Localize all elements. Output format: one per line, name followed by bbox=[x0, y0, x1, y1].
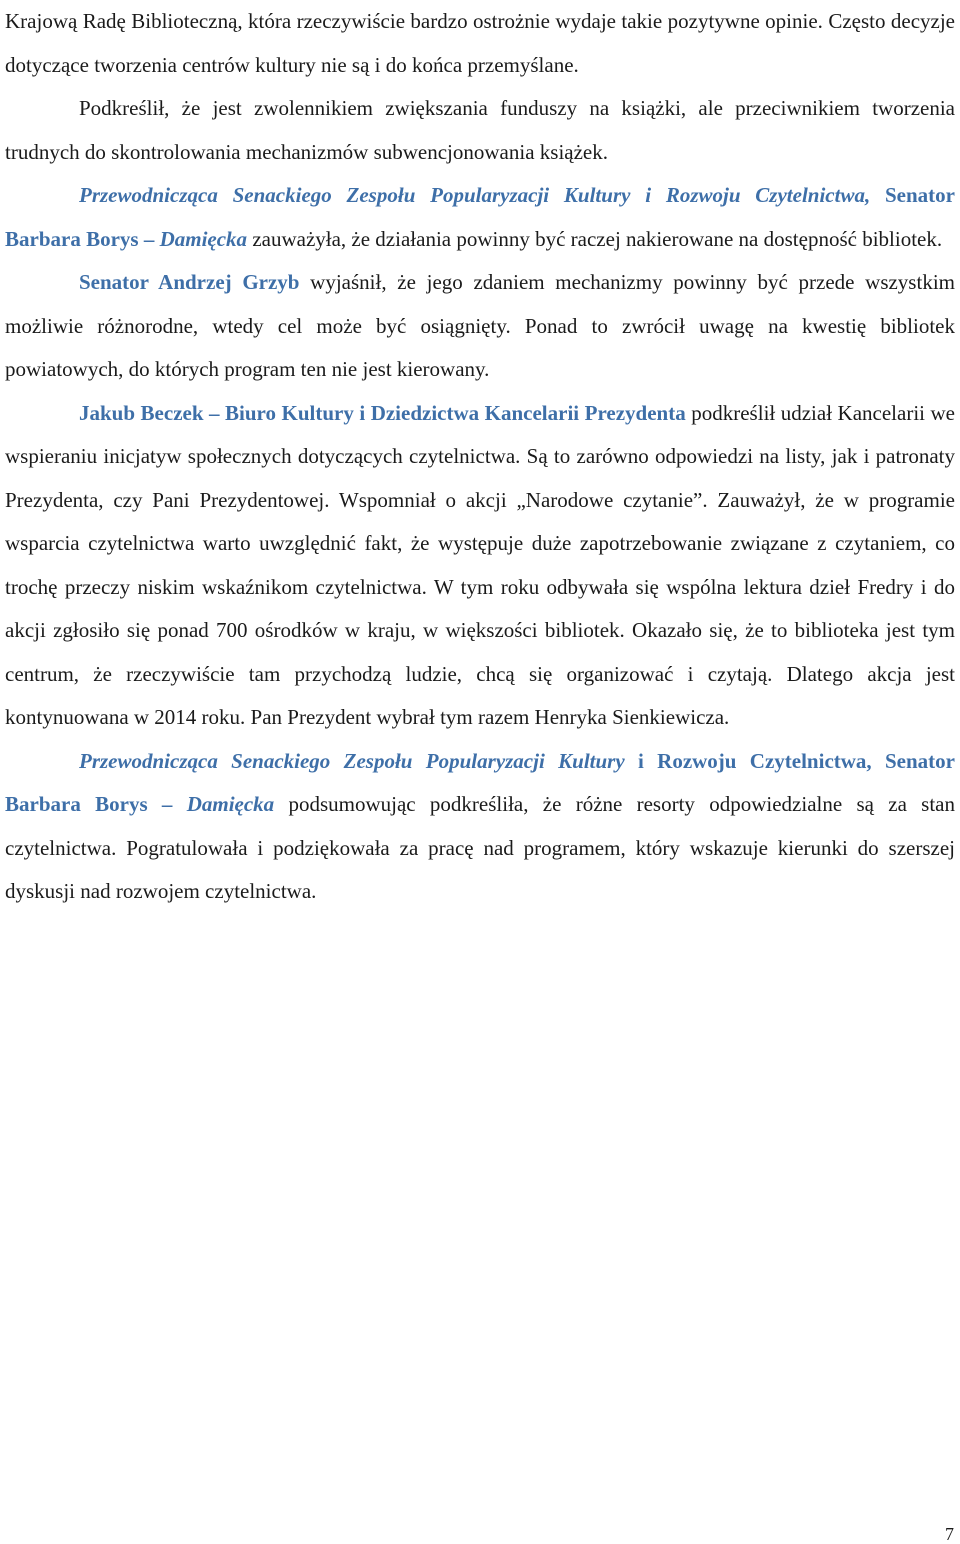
paragraph-4 bbox=[5, 261, 955, 392]
speaker-name: Senator Barbara Borys – bbox=[5, 183, 955, 251]
paragraph-6 bbox=[5, 740, 955, 914]
speaker-title: Przewodnicząca Senackiego Zespołu Popularyzacji Kultury i Rozwoju Czytelnictwa, bbox=[79, 183, 871, 207]
paragraph-5 bbox=[5, 392, 955, 740]
speaker-title: Przewodnicząca Senackiego Zespołu Popularyzacji Kultury bbox=[79, 748, 625, 773]
paragraph-1 bbox=[5, 0, 955, 87]
speaker-name: Jakub Beczek – Biuro Kultury i Dziedzictwa Kancelarii Prezydenta bbox=[79, 400, 686, 425]
paragraph-6-text: podsumowując podkreśliła, że różne resorty odpowiedzialne są za stan czytelnictwa. Pogratulowała i podziękowała za pracę nad programem, który wskazuje kierunki do szerszej dyskusji nad rozwojem czytelnictwa. bbox=[5, 792, 956, 903]
paragraph-2 bbox=[5, 87, 955, 174]
speaker-name-suffix: Damięcka bbox=[159, 226, 248, 251]
speaker-name: Senator Andrzej Grzyb bbox=[79, 270, 300, 294]
paragraph-3-text: zauważyła, że działania powinny być raczej nakierowane na dostępność bibliotek. bbox=[247, 226, 943, 251]
speaker-name: i Rozwoju Czytelnictwa, Senator Barbara Borys – bbox=[5, 748, 955, 816]
paragraph-2-text: Podkreślił, że jest zwolennikiem zwiększania funduszy na książki, ale przeciwnikiem tworzenia trudnych do skontrolowania mechanizmów subwencjonowania książek. bbox=[5, 96, 955, 164]
paragraph-1-text: Krajową Radę Biblioteczną, która rzeczywiście bardzo ostrożnie wydaje takie pozytywne opinie. Często decyzje dotyczące tworzenia centrów kultury nie są i do końca przemyślane. bbox=[5, 9, 955, 77]
document-page bbox=[5, 0, 955, 914]
paragraph-5-text: podkreślił udział Kancelarii we wspieraniu inicjatyw społecznych dotyczących czytelnictwa. Są to zarówno odpowiedzi na listy, jak i patronaty Prezydenta, czy Pani Prezydentowej. Wspomniał o akcji „Narodowe czytanie”. Zauważył, że w programie wsparcia czytelnictwa warto uwzględnić fakt, że występuje duże zapotrzebowanie związane z czytaniem, co trochę przeczy niskim wskaźnikom czytelnictwa. W tym roku odbywała się wspólna lektura dzieł Fredry i do akcji zgłosiło się ponad 700 ośrodków w kraju, w większości bibliotek. Okazało się, że to biblioteka jest tym centrum, że rzeczywiście tam przychodzą ludzie, chcą się organizować i czytają. Dlatego akcja jest kontynuowana w 2014 roku. Pan Prezydent wybrał tym razem Henryka Sienkiewicza. bbox=[5, 400, 955, 729]
paragraph-3 bbox=[5, 174, 955, 261]
paragraph-4-text: wyjaśnił, że jego zdaniem mechanizmy powinny być przede wszystkim możliwie różnorodne, wtedy cel może być osiągnięty. Ponad to zwrócił uwagę na kwestię bibliotek powiatowych, do których program ten nie jest kierowany. bbox=[5, 270, 955, 381]
page-number: 7 bbox=[945, 1524, 954, 1544]
speaker-name-suffix: Damięcka bbox=[186, 792, 275, 816]
